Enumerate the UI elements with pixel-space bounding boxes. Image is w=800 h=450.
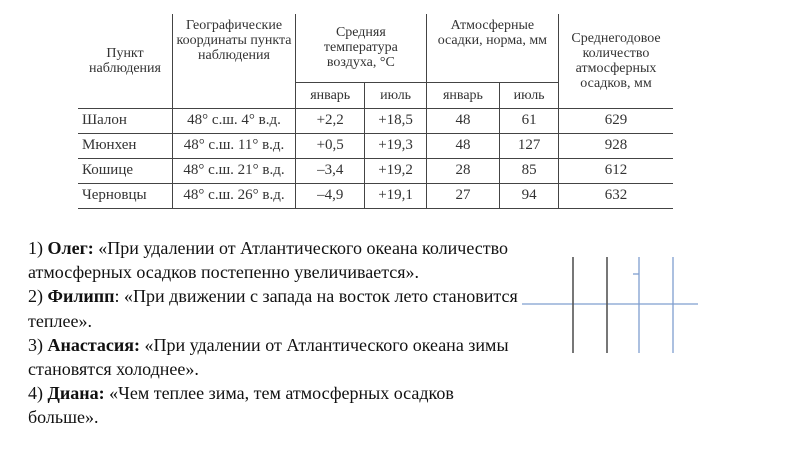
table-cell: Шалон	[78, 108, 173, 133]
statement-number: 1)	[28, 238, 43, 258]
table-cell: 48° с.ш. 4° в.д.	[173, 108, 296, 133]
header-station: Пункт наблюдения	[78, 14, 173, 108]
header-temp-jan: январь	[296, 82, 365, 108]
header-precip-jan: январь	[426, 82, 499, 108]
statement-number: 3)	[28, 334, 43, 355]
header-temp: Средняя температура воздуха, °C	[296, 14, 427, 82]
header-coords: Географические координаты пункта наблюдения	[173, 14, 296, 108]
statement-text: : «При движении с запада на восток лето становится теплее».	[28, 286, 518, 331]
header-precip-jul: июль	[500, 82, 559, 108]
table-cell: +0,5	[296, 133, 365, 158]
table-cell: +18,5	[365, 108, 426, 133]
table-cell: +2,2	[296, 108, 365, 133]
table-cell: 85	[500, 158, 559, 183]
table-cell: Черновцы	[78, 183, 173, 208]
table-cell: 48° с.ш. 11° в.д.	[173, 133, 296, 158]
header-annual: Среднегодовое количество атмосферных осадков, мм	[559, 14, 674, 108]
table-cell: –4,9	[296, 183, 365, 208]
table-cell: 928	[559, 133, 674, 158]
statement-number: 2)	[28, 286, 43, 307]
table-cell: +19,3	[365, 133, 426, 158]
table-cell: Мюнхен	[78, 133, 173, 158]
table-cell: +19,2	[365, 158, 426, 183]
table-cell: +19,1	[365, 183, 426, 208]
statement-number: 4)	[28, 383, 43, 404]
speaker-name: Диана:	[47, 383, 105, 404]
table-cell: 61	[500, 108, 559, 133]
speaker-name: Филипп	[47, 286, 115, 307]
table-cell: 28	[426, 158, 499, 183]
header-precip: Атмосферные осадки, норма, мм	[426, 14, 558, 82]
table-cell: 27	[426, 183, 499, 208]
table-cell: 48	[426, 133, 499, 158]
table-cell: –3,4	[296, 158, 365, 183]
table-cell: 48	[426, 108, 499, 133]
table-cell: 48° с.ш. 21° в.д.	[173, 158, 296, 183]
table-cell: 48° с.ш. 26° в.д.	[173, 183, 296, 208]
table-cell: 632	[559, 183, 674, 208]
speaker-name: Олег:	[47, 238, 94, 258]
statement-text: «При удалении от Атлантического океана количество атмосферных осадков постепенно увеличивается».	[28, 238, 508, 283]
statement-text: «Чем теплее зима, тем атмосферных осадков больше».	[28, 383, 454, 428]
table-cell: 127	[500, 133, 559, 158]
table-cell: Кошице	[78, 158, 173, 183]
header-temp-jul: июль	[365, 82, 426, 108]
statement-text: «При удалении от Атлантического океана зимы становятся холоднее».	[28, 334, 509, 380]
table-cell: 612	[559, 158, 674, 183]
speaker-name: Анастасия:	[47, 334, 141, 355]
table-cell: 94	[500, 183, 559, 208]
table-cell: 629	[559, 108, 674, 133]
